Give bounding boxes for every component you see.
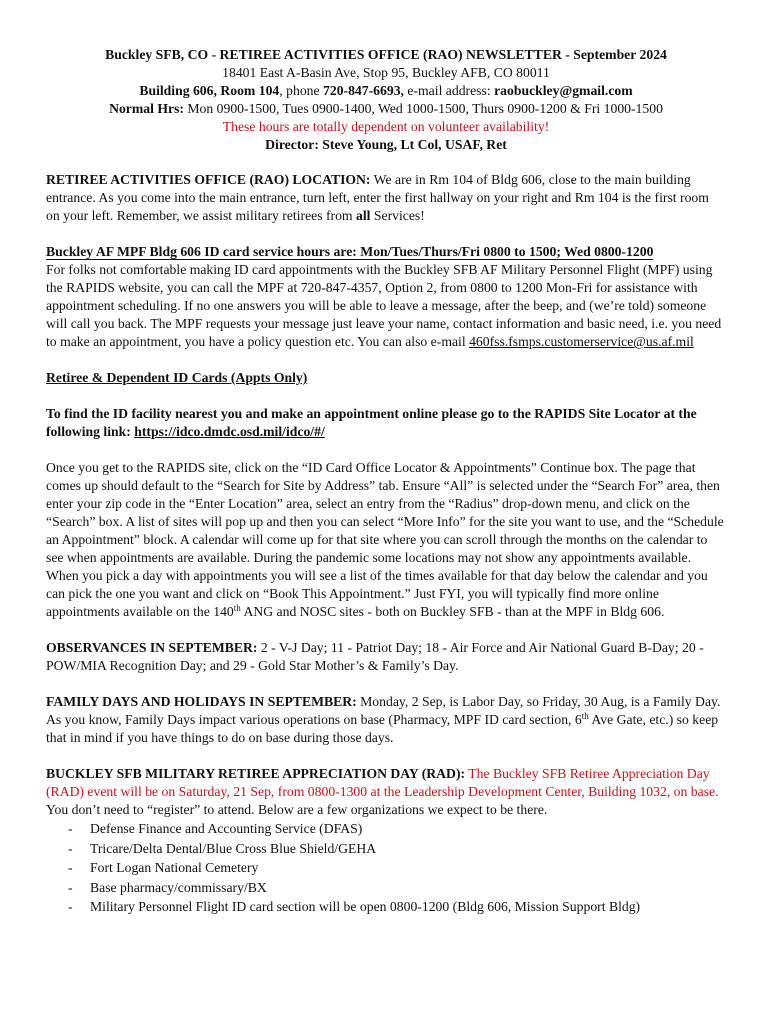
hours-text: Mon 0900-1500, Tues 0900-1400, Wed 1000-1500, Thurs 0900-1200 & Fri 1000-1500 xyxy=(183,101,663,116)
location-text-end: Services! xyxy=(370,208,425,223)
volunteer-disclaimer: These hours are totally dependent on volunteer availability! xyxy=(222,119,550,134)
location-text: We are in Rm 104 of Bldg 606, close to the main building entrance. As you come into the main entrance, turn left, enter the first hallway on your right and Rm 104 is the first room on your left. Remember, we assist military retirees from xyxy=(46,172,709,223)
list-item: - Tricare/Delta Dental/Blue Cross Blue Shield/GEHA xyxy=(68,839,726,859)
rapids-instructions-text: Once you get to the RAPIDS site, click on the “ID Card Office Locator & Appointments” Continue box. The page that comes up should default to the “Search for Site by Address” tab. Ensure “All” is selected under the “Search For” area, then enter your zip code in the “Enter Location” area, select an entry from the “Radius” drop-down menu, and click on the “Search” box. A list of sites will pop up and then you can select “More Info” for the site you want to use, and the “Schedule an Appointment” block. A calendar will come up for that site where you can scroll through the months on the calendar to see when appointments are available. During the pandemic some locations may not show any appointments available. When you pick a day with appointments you will see a list of the times available for that day below the calendar and you can pick the one you want and click on “Book This Appointment.” Just FYI, you will typically find more online appointments available on the 140 xyxy=(46,460,724,619)
list-item: - Defense Finance and Accounting Service (DFAS) xyxy=(68,819,726,839)
id-cards-heading-line xyxy=(46,369,726,387)
newsletter-page xyxy=(46,46,726,917)
contact-line xyxy=(46,82,726,100)
mpf-email-link[interactable]: 460fss.fsmps.customerservice@us.af.mil xyxy=(469,334,694,349)
phone-number: 720-847-6693, xyxy=(323,83,404,98)
rapids-instructions xyxy=(46,459,726,621)
hours-label: Normal Hrs: xyxy=(109,101,184,116)
location-paragraph xyxy=(46,171,726,225)
office-email[interactable]: raobuckley@gmail.com xyxy=(494,83,633,98)
rad-paragraph xyxy=(46,765,726,819)
mpf-paragraph xyxy=(46,261,726,351)
rad-event-details: The Buckley SFB Retiree Appreciation Day (RAD) event will be on Saturday, 21 Sep, from 0800-1300 at the Leadership Development Center, Building 1032, on base. xyxy=(46,766,719,799)
all-emphasis: all xyxy=(356,208,371,223)
building-room: Building 606, Room 104 xyxy=(139,83,280,98)
rapids-link[interactable]: https://idco.dmdc.osd.mil/idco/#/ xyxy=(134,424,325,439)
observances-heading: OBSERVANCES IN SEPTEMBER: xyxy=(46,640,258,655)
ordinal-suffix: th xyxy=(233,603,241,613)
family-days-text-end: Ave Gate, etc.) so keep that in mind if you have things to do on base during those days. xyxy=(46,712,719,745)
mpf-heading-line xyxy=(46,243,726,261)
location-heading: RETIREE ACTIVITIES OFFICE (RAO) LOCATION: xyxy=(46,172,371,187)
phone-prefix: , phone xyxy=(279,83,323,98)
rapids-locator-text: To find the ID facility nearest you and make an appointment online please go to the RAPIDS Site Locator at the following link: xyxy=(46,406,697,439)
newsletter-title: Buckley SFB, CO - RETIREE ACTIVITIES OFFICE (RAO) NEWSLETTER - September 2024 xyxy=(105,47,667,62)
family-days-heading: FAMILY DAYS AND HOLIDAYS IN SEPTEMBER: xyxy=(46,694,357,709)
id-cards-heading: Retiree & Dependent ID Cards (Appts Only) xyxy=(46,370,308,385)
observances-paragraph xyxy=(46,639,726,675)
rad-organizations-list xyxy=(46,819,726,917)
observances-text: 2 - V-J Day; 11 - Patriot Day; 18 - Air Force and Air National Guard B-Day; 20 - POW/MIA Recognition Day; and 29 - Gold Star Mother’s & Family’s Day. xyxy=(46,640,704,673)
rad-text: You don’t need to “register” to attend. Below are a few organizations we expect to be there. xyxy=(46,802,548,817)
mpf-text: For folks not comfortable making ID card appointments with the Buckley SFB AF Military Personnel Flight (MPF) using the RAPIDS website, you can call the MPF at 720-847-4357, Option 2, from 0800 to 1200 Mon-Fri for assistance with appointment scheduling. If no one answers you will be able to leave a message, after the beep, and (we’re told) someone will call you back. The MPF requests your message just leave your name, contact information and basic need, i.e. you need to make an appointment, you have a policy question etc. You can also e-mail xyxy=(46,262,722,349)
ordinal-suffix: th xyxy=(581,711,589,721)
email-prefix: e-mail address: xyxy=(403,83,495,98)
list-item: - Military Personnel Flight ID card section will be open 0800-1200 (Bldg 606, Mission Support Bldg) xyxy=(68,897,726,917)
newsletter-header xyxy=(46,46,726,154)
rapids-locator-paragraph xyxy=(46,405,726,441)
hours-line xyxy=(46,100,726,118)
rapids-instructions-end: ANG and NOSC sites - both on Buckley SFB - than at the MPF in Bldg 606. xyxy=(240,604,665,619)
rad-heading: BUCKLEY SFB MILITARY RETIREE APPRECIATION DAY (RAD): xyxy=(46,766,466,781)
mpf-heading: Buckley AF MPF Bldg 606 ID card service hours are: Mon/Tues/Thurs/Fri 0800 to 1500; Wed 0800-1200 xyxy=(46,244,654,259)
office-address: 18401 East A-Basin Ave, Stop 95, Buckley AFB, CO 80011 xyxy=(222,65,550,80)
list-item: - Fort Logan National Cemetery xyxy=(68,858,726,878)
family-days-text: Monday, 2 Sep, is Labor Day, so Friday, 30 Aug, is a Family Day. As you know, Family Days impact various operations on base (Pharmacy, MPF ID card section, 6 xyxy=(46,694,721,727)
list-item: - Base pharmacy/commissary/BX xyxy=(68,878,726,898)
director-line: Director: Steve Young, Lt Col, USAF, Ret xyxy=(265,137,507,152)
family-days-paragraph xyxy=(46,693,726,747)
